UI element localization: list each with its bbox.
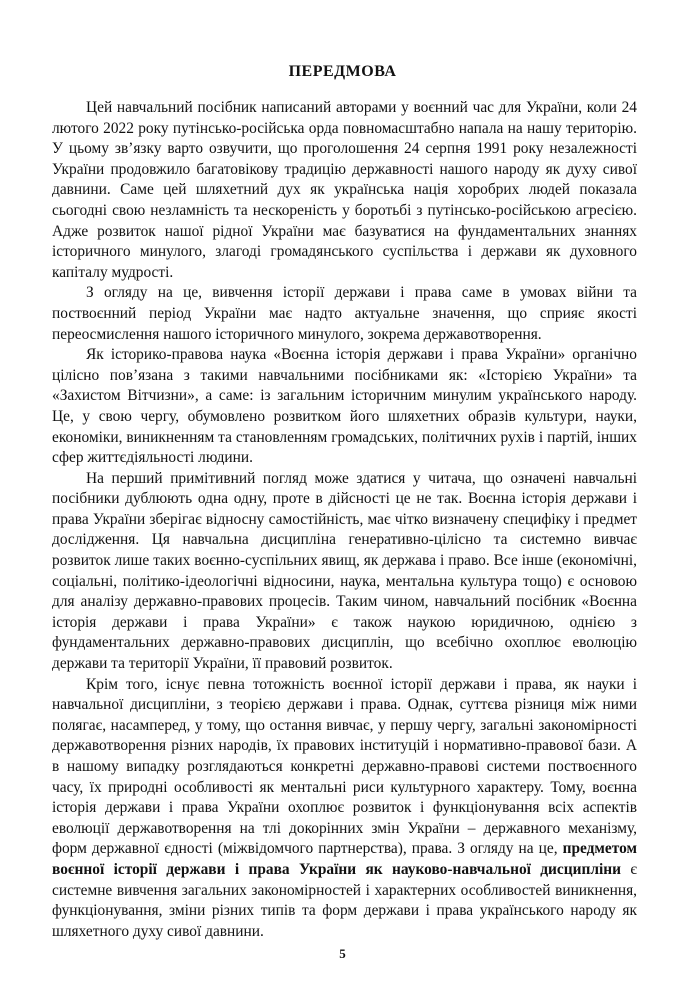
paragraph-5-bold-subject: предметом воєнної історії держави і права України як науково-навчальної дисципліни <box>52 840 637 878</box>
paragraph-5-part-1: Крім того, існує певна тотожність воєнної історії держави і права, як науки і навчальної дисципліни, з теорією держави і права. Однак, суттєва різниця між ними полягає, насамперед, у тому, що остання вивчає, у першу чергу, загальні закономірності державотворення різних народів, їх правових інституцій і нормативно-правової бази. А в нашому випадку розглядаються конкретні державно-правові системи поствоєнного часу, їх природні особливості як ментальні риси культурного характеру. Тому, воєнна історія держави і права України охоплює розвиток і функціонування всіх аспектів еволюції державотворення на тлі докорінних змін України – державного механізму, форм державної єдності (міжвідомчого партнерства), права. З огляду на це, <box>52 675 637 858</box>
page-title: ПЕРЕДМОВА <box>288 63 397 80</box>
paragraph-2: З огляду на це, вивчення історії держави і права саме в умовах війни та поствоєнний період України має надто актуальне значення, що сприяє якості переосмислення нашого історичного минулого, зокрема державотворення. <box>52 284 637 343</box>
paragraph-3: Як історико-правова наука «Воєнна історія держави і права України» органічно цілісно пов’язана з такими навчальними посібниками як: «Історією України» та «Захистом Вітчизни», а саме: із загальним історичним минулим українського народу. Це, у свою чергу, обумовлено розвитком його шляхетних образів культури, науки, економіки, виникненням та становленням громадських, політичних рухів і партій, інших сфер життєдіяльності людини. <box>52 346 637 467</box>
page-number: 5 <box>339 946 346 961</box>
paragraph-4: На перший примітивний погляд може здатися у читача, що означені навчальні посібники дублюють одна одну, проте в дійсності це не так. Воєнна історія держави і права України зберігає відносну самостійність, має чітко визначену специфіку і предмет дослідження. Ця навчальна дисципліна генеративно-цілісно та системно вивчає розвиток лише таких воєнно-суспільних явищ, як держава і право. Все інше (економічні, соціальні, політико-ідеологічні відносини, наука, ментальна культура тощо) є основою для аналізу державно-правових процесів. Таким чином, навчальний посібник «Воєнна історія держави і права України» є також наукою юридичною, однією з фундаментальних державно-правових дисциплін, що всебічно охоплює еволюцію держави та території України, її правовий розвиток. <box>52 469 637 673</box>
paragraph-5 <box>52 675 637 943</box>
paragraph-5-part-2: є системне вивчення загальних закономірностей і характерних особливостей виникнення, функціонування, зміни різних типів та форм держави і права українського народу як шляхетного духу сивої давнини. <box>52 860 637 940</box>
paragraph-1: Цей навчальний посібник написаний авторами у воєнний час для України, коли 24 лютого 2022 року путінсько-російська орда повномасштабно напала на нашу територію. У цьому зв’язку варто озвучити, що проголошення 24 серпня 1991 року незалежності України продовжило багатовікову традицію державності нашого народу як духу сивої давнини. Саме цей шляхетний дух як українська нація хоробрих людей показала сьогодні свою незламність та нескореність у боротьбі з путінсько-російською агресією. Адже розвиток нашої рідної України має базуватися на фундаментальних знаннях історичного минулого, злагоді громадянського суспільства і держави як духовного капіталу мудрості. <box>52 99 637 281</box>
body-text <box>52 98 637 942</box>
